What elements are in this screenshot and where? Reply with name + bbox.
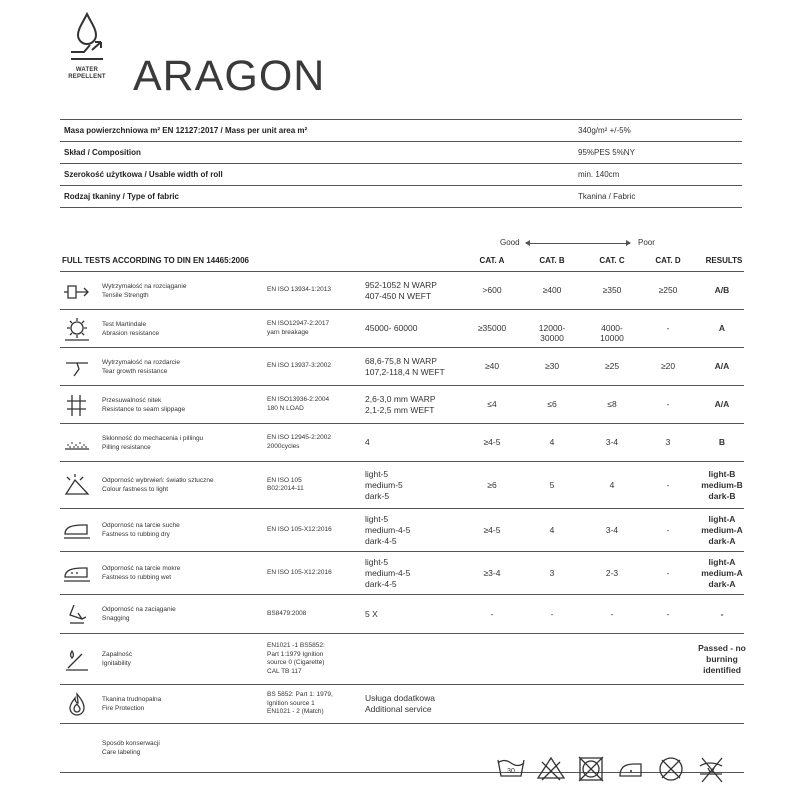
- test-norm: EN ISO13936-2:2004 180 N LOAD: [267, 396, 330, 412]
- cat-c-cell: 3-4: [605, 524, 619, 535]
- cat-a-cell: >600: [482, 285, 502, 295]
- spec-label: Masa powierzchniowa m² EN 12127:2017 / Mass per unit area m²: [64, 126, 308, 135]
- test-name: [102, 521, 272, 539]
- test-value: 5 X: [365, 608, 378, 619]
- test-name-en: Snagging: [102, 615, 130, 622]
- cat-b-cell: 5: [549, 479, 555, 490]
- martindale-icon: [62, 316, 92, 342]
- test-name-en: Resistance to seam slippage: [102, 405, 186, 413]
- result-cell: A/B: [714, 285, 730, 295]
- test-row: [60, 423, 744, 461]
- test-row: [60, 347, 744, 385]
- test-value: light-5 medium-4-5 dark-4-5: [365, 513, 411, 546]
- col-cat-c: CAT. C: [599, 256, 625, 265]
- cat-d-cell: ≥250: [658, 285, 678, 295]
- cat-c-cell: -: [610, 608, 614, 619]
- test-name-pl: Przesuwalność nitek: [102, 396, 162, 404]
- spec-label: Rodzaj tkaniny / Type of fabric: [64, 192, 179, 201]
- test-name-en: Fastness to rubbing wet: [102, 574, 172, 581]
- cat-b-cell: ≤6: [547, 399, 557, 409]
- result-cell: light-A medium-A dark-A: [701, 513, 743, 546]
- cat-b-cell: ≥30: [544, 361, 560, 371]
- test-name-pl: Tkanina trudnopalna: [102, 696, 162, 703]
- water-repellent-logo: [62, 12, 112, 88]
- spec-value: min. 140cm: [578, 170, 620, 179]
- spec-label: Szerokość użytkowa / Usable width of roll: [64, 170, 223, 179]
- double-arrow-icon: [526, 243, 630, 244]
- test-row: [60, 684, 744, 723]
- test-name-pl: Odporność wybrwień: światło sztuczne: [102, 477, 214, 484]
- no-dry-clean-icon: [656, 754, 686, 789]
- test-value: 952-1052 N WARP 407-450 N WEFT: [365, 279, 437, 301]
- tests-table: [60, 271, 744, 773]
- cat-b-cell: 3: [549, 567, 555, 578]
- test-value: 2,6-3,0 mm WARP 2,1-2,5 mm WEFT: [365, 393, 436, 415]
- spec-value: 95%PES 5%NY: [578, 148, 635, 157]
- result-cell: B: [718, 437, 726, 447]
- test-norm: EN ISO 13937-3:2002: [267, 362, 331, 370]
- test-value: 4: [365, 437, 370, 447]
- cat-a-cell: ≤4: [487, 399, 497, 409]
- water-drop-icon: [68, 12, 106, 66]
- test-name-en: Tensile Strength: [102, 291, 149, 299]
- test-norm: EN ISO 13934-1:2013: [267, 286, 331, 294]
- test-name: [102, 650, 272, 668]
- product-title: ARAGON: [133, 52, 326, 100]
- test-row: [60, 461, 744, 508]
- test-name: [102, 320, 272, 338]
- cat-a-cell: ≥35000: [477, 323, 507, 333]
- snagging-icon: [62, 601, 92, 627]
- test-norm: EN1021 -1 BS5852: Part 1:1979 Ignition source 0 (Cigarette) CAL TB 117: [267, 642, 325, 675]
- care-symbols: [496, 754, 746, 784]
- test-name: [102, 476, 272, 494]
- result-cell: A: [718, 323, 726, 333]
- test-name: [102, 739, 272, 757]
- cat-c-cell: 4000-10000: [600, 323, 624, 343]
- cat-d-cell: -: [666, 567, 670, 578]
- cat-b-cell: ≥400: [542, 285, 562, 295]
- spec-row: [60, 119, 742, 141]
- iron-low-icon: [616, 754, 646, 789]
- cat-d-cell: -: [666, 608, 670, 619]
- test-norm: EN ISO12947-2:2017 yarn breakage: [267, 320, 330, 336]
- cat-b-cell: -: [550, 608, 554, 619]
- test-value: 68,6-75,8 N WARP 107,2-118,4 N WEFT: [365, 355, 445, 377]
- test-row: [60, 594, 744, 633]
- no-wring-icon: [696, 754, 726, 789]
- cat-a-cell: ≥4-5: [483, 524, 501, 535]
- test-name: [102, 396, 272, 414]
- dry-rubbing-icon: [62, 517, 92, 543]
- no-bleach-icon: [536, 754, 566, 789]
- tear-growth-icon: [62, 354, 92, 380]
- cat-c-cell: ≤8: [607, 399, 617, 409]
- cat-d-cell: -: [666, 479, 670, 490]
- test-name-en: Colour fastness to light: [102, 486, 169, 493]
- result-cell: -: [720, 608, 724, 619]
- result-cell: light-B medium-B dark-B: [701, 468, 743, 501]
- test-name-pl: Skłonność do mechacenia i pillingu: [102, 434, 204, 442]
- fire-protection-icon: [62, 691, 92, 717]
- test-norm: EN ISO 105 B02:2014-11: [267, 476, 304, 492]
- test-name: [102, 282, 272, 300]
- cat-b-cell: 4: [549, 524, 555, 535]
- ignitability-icon: [62, 646, 92, 672]
- test-value: 45000- 60000: [365, 323, 418, 333]
- col-cat-b: CAT. B: [539, 256, 565, 265]
- spec-value: 340g/m² +/-5%: [578, 126, 631, 135]
- cat-d-cell: ≥20: [660, 361, 676, 371]
- test-name-pl: Odporność na tarcie suche: [102, 522, 180, 529]
- spec-value: Tkanina / Fabric: [578, 192, 636, 201]
- cat-d-cell: -: [666, 399, 670, 409]
- test-name-en: Ignitability: [102, 660, 131, 667]
- cat-c-cell: 4: [609, 479, 615, 490]
- pilling-icon: [62, 430, 92, 456]
- test-value: light-5 medium-4-5 dark-4-5: [365, 556, 411, 589]
- spec-label: Skład / Composition: [64, 148, 141, 157]
- spec-row: [60, 185, 742, 208]
- scale-good-label: Good: [500, 238, 520, 247]
- test-name-en: Abrasion resistance: [102, 329, 160, 337]
- col-results: RESULTS: [705, 256, 743, 265]
- test-norm: EN ISO 105-X12:2016: [267, 568, 332, 576]
- test-name: [102, 605, 272, 623]
- tests-title: FULL TESTS ACCORDING TO DIN EN 14465:2006: [62, 256, 250, 265]
- result-cell: A/A: [714, 399, 730, 409]
- cat-a-cell: ≥40: [484, 361, 500, 371]
- result-cell: A/A: [714, 361, 730, 371]
- cat-c-cell: ≥25: [604, 361, 620, 371]
- cat-a-cell: -: [490, 608, 494, 619]
- col-cat-a: CAT. A: [479, 256, 505, 265]
- light-fastness-icon: [62, 472, 92, 498]
- test-name-en: Fastness to rubbing dry: [102, 531, 170, 538]
- cat-c-cell: 2-3: [605, 567, 619, 578]
- no-tumble-dry-icon: [576, 754, 606, 789]
- test-name-en: Fire Protection: [102, 705, 145, 712]
- cat-d-cell: -: [666, 323, 670, 333]
- test-value: Usługa dodatkowa Additional service: [365, 693, 435, 714]
- test-row: [60, 271, 744, 309]
- test-name-pl: Odporność na zaciąganie: [102, 606, 176, 613]
- test-row: [60, 551, 744, 594]
- test-name-pl: Zapalność: [102, 651, 132, 658]
- cat-d-cell: 3: [665, 437, 671, 447]
- test-name: [102, 434, 272, 452]
- result-cell: light-A medium-A dark-A: [701, 556, 743, 589]
- col-cat-d: CAT. D: [655, 256, 681, 265]
- care-label-icon: [62, 735, 92, 761]
- logo-line2: REPELLENT: [68, 74, 106, 80]
- seam-slippage-icon: [62, 392, 92, 418]
- logo-text: [62, 67, 112, 81]
- cat-a-cell: ≥4-5: [483, 437, 501, 447]
- cat-b-cell: 4: [549, 437, 555, 447]
- scale-poor-label: Poor: [638, 238, 655, 247]
- test-norm: EN ISO 105-X12:2016: [267, 525, 332, 533]
- specs-table: [60, 119, 742, 208]
- cat-c-cell: 3-4: [605, 437, 619, 447]
- cat-c-cell: ≥350: [602, 285, 622, 295]
- test-name-pl: Sposób konserwacji: [102, 740, 160, 747]
- test-name: [102, 695, 272, 713]
- test-name: [102, 358, 272, 376]
- wet-rubbing-icon: [62, 560, 92, 586]
- svg-text:30: 30: [507, 768, 515, 775]
- test-name-en: Tear growth resistance: [102, 367, 168, 375]
- result-cell: Passed - no burning identified: [698, 642, 746, 675]
- test-norm: BS 5852: Part 1: 1979, Ignition source 1 EN1021 - 2 (Match): [267, 691, 333, 716]
- test-name-pl: Test Martindale: [102, 320, 147, 328]
- test-norm: EN ISO 12945-2:2002 2000cycles: [267, 434, 331, 450]
- test-value: light-5 medium-5 dark-5: [365, 468, 403, 501]
- test-name-pl: Wytrzymałość na rozciąganie: [102, 282, 187, 290]
- cat-a-cell: ≥6: [487, 479, 497, 490]
- test-name-pl: Odporność na tarcie mokre: [102, 565, 181, 572]
- test-name: [102, 564, 272, 582]
- cat-d-cell: -: [666, 524, 670, 535]
- test-row: [60, 633, 744, 684]
- test-row: [60, 508, 744, 551]
- spec-row: [60, 141, 742, 163]
- wash-30-icon: [496, 754, 526, 789]
- logo-line1: WATER: [75, 67, 99, 73]
- tensile-strength-icon: [62, 278, 92, 304]
- test-row: [60, 309, 744, 347]
- test-name-en: Care labeling: [102, 749, 141, 756]
- test-name-en: Pilling resistance: [102, 443, 151, 451]
- cat-b-cell: 12000-30000: [538, 323, 566, 343]
- test-row: [60, 385, 744, 423]
- spec-row: [60, 163, 742, 185]
- test-name-pl: Wytrzymałość na rozdarcie: [102, 358, 180, 366]
- test-norm: BS8479:2008: [267, 609, 307, 617]
- cat-a-cell: ≥3-4: [483, 567, 501, 578]
